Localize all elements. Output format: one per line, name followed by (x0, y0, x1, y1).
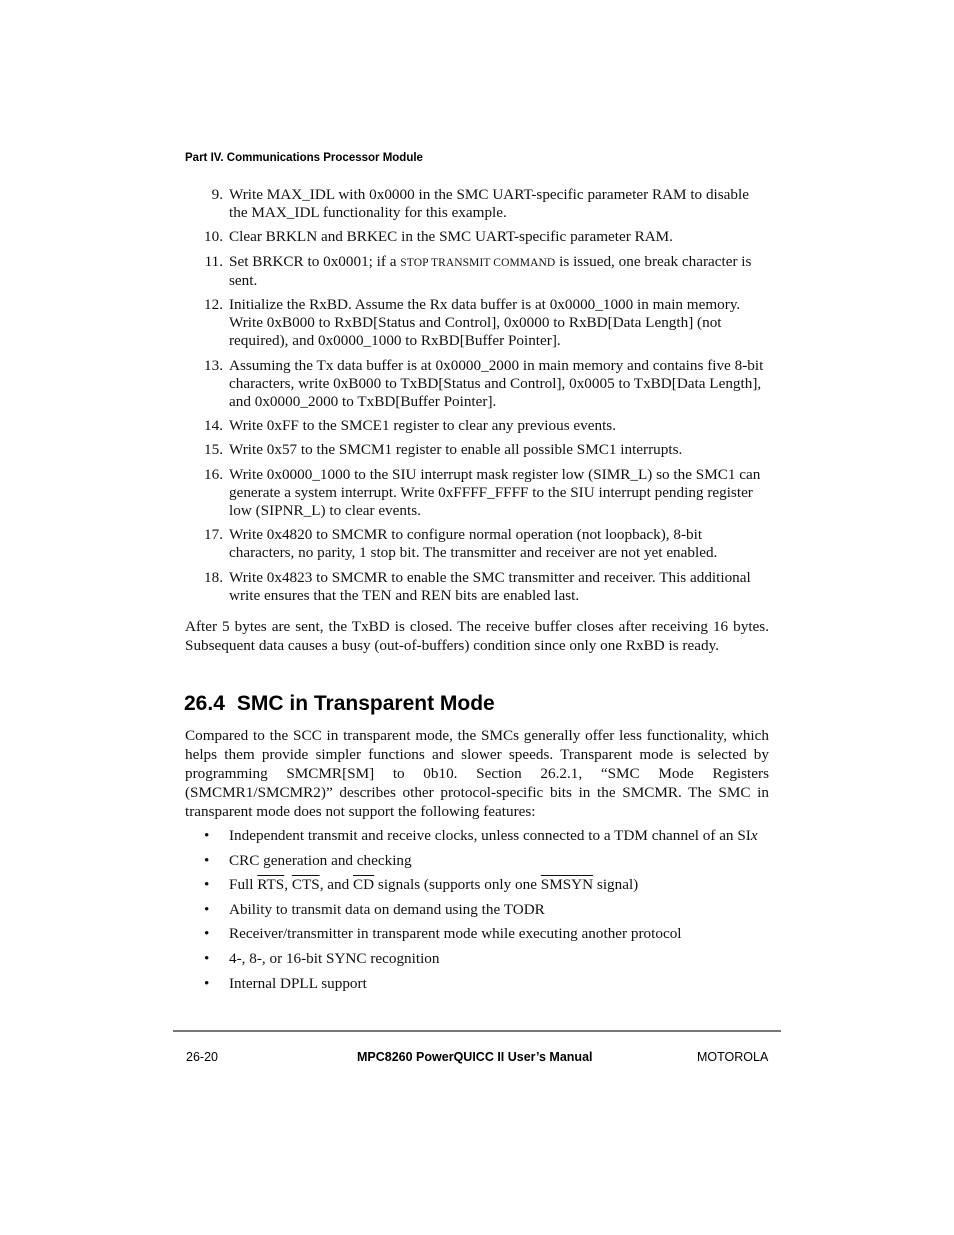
procedure-steps (185, 186, 769, 611)
list-item (185, 876, 769, 894)
bullet-icon: • (204, 827, 210, 844)
step-12 (185, 296, 769, 350)
step-14 (185, 417, 769, 435)
step-18 (185, 569, 769, 605)
footer-divider (173, 1030, 781, 1032)
step-text: Write 0xFF to the SMCE1 register to clear any previous events. (229, 416, 617, 434)
list-item-text: signals (supports only one (374, 876, 541, 894)
section-title: SMC in Transparent Mode (236, 692, 495, 715)
signal-smsyn: SMSYN (540, 876, 594, 894)
after-steps-paragraph: After 5 bytes are sent, the TxBD is closed. The receive buffer closes after receiving 16 bytes. Subsequent data causes a busy (out-of-buffers) condition since only one RxBD is ready. (185, 618, 769, 654)
step-11 (185, 253, 769, 290)
section-intro-paragraph: Compared to the SCC in transparent mode, the SMCs generally offer less functionality, which helps them provide simpler functions and slower speeds. Transparent mode is selected by programming SMCMR[SM] to 0b10. Section 26.2.1, “SMC Mode Registers (SMCMR1/SMCMR2)” describes other protocol-specific bits in the SMCMR. The SMC in transparent mode does not support the following features: (185, 727, 769, 820)
step-smallcaps-command: STOP TRANSMIT COMMAND (400, 256, 556, 269)
list-item (185, 852, 769, 870)
signal-cts: $\overline{CTS}$ (291, 876, 320, 894)
step-15 (185, 441, 769, 459)
step-text: Clear BRKLN and BRKEC in the SMC UART-specific parameter RAM. (229, 228, 673, 246)
list-item-text: Independent transmit and receive clocks, unless connected to a TDM channel of an SI (229, 827, 751, 844)
list-item-text: Receiver/transmitter in transparent mode while executing another protocol (229, 925, 682, 943)
list-item (185, 827, 769, 845)
bullet-icon: • (204, 876, 210, 894)
list-item-text: , (284, 876, 292, 894)
step-number: 17. (204, 526, 223, 544)
list-item-text: Internal DPLL support (229, 974, 367, 992)
page-number: 26-20 (186, 1050, 218, 1064)
list-item (185, 950, 769, 968)
list-item-italic: x (750, 827, 758, 844)
step-number: 12. (204, 296, 223, 314)
list-item (185, 925, 769, 943)
signal-cd: $\overline{CD}$ (353, 876, 375, 894)
running-head: Part IV. Communications Processor Module (185, 152, 423, 164)
list-item (185, 901, 769, 919)
bullet-icon: • (204, 974, 210, 992)
list-item (185, 975, 769, 993)
step-number: 16. (204, 465, 223, 483)
step-number: 15. (204, 441, 223, 459)
step-text: Write MAX_IDL with 0x0000 in the SMC UART-specific parameter RAM to disable the MAX_IDL functionality for this example. (229, 186, 749, 221)
step-text-after: is issued, one break character is sent. (229, 252, 752, 289)
step-13 (185, 357, 769, 411)
list-item-text: signal) (593, 876, 639, 894)
step-number: 11. (204, 252, 223, 270)
unsupported-features-list (185, 827, 769, 999)
bullet-icon: • (204, 949, 210, 967)
step-16 (185, 466, 769, 520)
step-10 (185, 228, 769, 246)
step-number: 9. (211, 186, 223, 203)
step-text: Write 0x57 to the SMCM1 register to enable all possible SMC1 interrupts. (229, 441, 683, 459)
step-text: Write 0x0000_1000 to the SIU interrupt mask register low (SIMR_L) so the SMC1 can generate a system interrupt. Write 0xFFFF_FFFF to the SIU interrupt pending register low (SIPNR_L) to clear events. (229, 465, 761, 519)
list-item-text: , and (319, 876, 354, 894)
step-9 (185, 186, 769, 222)
signal-rts: $\overline{RTS}$ (257, 876, 285, 894)
step-text: Write 0x4820 to SMCMR to configure normal operation (not loopback), 8-bit characters, no parity, 1 stop bit. The transmitter and receiver are not yet enabled. (229, 526, 718, 562)
step-text-before: Set BRKCR to 0x0001; if a (229, 252, 401, 270)
section-heading (184, 692, 495, 716)
list-item-text: Ability to transmit data on demand using the TODR (229, 900, 545, 918)
bullet-icon: • (204, 900, 210, 918)
list-item-text: CRC generation and checking (229, 851, 412, 869)
step-number: 18. (204, 568, 223, 586)
step-text: Initialize the RxBD. Assume the Rx data buffer is at 0x0000_1000 in main memory. Write 0xB000 to RxBD[Status and Control], 0x0000 to RxBD[Data Length] (not required), and 0x0000_1000 to RxBD[Buffer Pointer]. (229, 296, 741, 350)
step-17 (185, 526, 769, 562)
bullet-icon: • (204, 925, 210, 943)
step-number: 14. (204, 416, 223, 434)
step-text: Assuming the Tx data buffer is at 0x0000_2000 in main memory and contains five 8-bit characters, write 0xB000 to TxBD[Status and Control], 0x0005 to TxBD[Data Length], and 0x0000_2000 to TxBD[Buffer Pointer]. (229, 356, 764, 410)
step-number: 10. (204, 228, 223, 246)
section-number: 26.4 (184, 692, 225, 715)
list-item-text: 4-, 8-, or 16-bit SYNC recognition (229, 949, 440, 967)
step-text: Write 0x4823 to SMCMR to enable the SMC transmitter and receiver. This additional write ensures that the TEN and REN bits are enabled last. (229, 568, 751, 604)
step-number: 13. (204, 356, 223, 374)
company-name: MOTOROLA (697, 1050, 769, 1064)
manual-title: MPC8260 PowerQUICC II User’s Manual (357, 1050, 593, 1064)
list-item-text: Full (229, 876, 258, 894)
bullet-icon: • (204, 851, 210, 869)
